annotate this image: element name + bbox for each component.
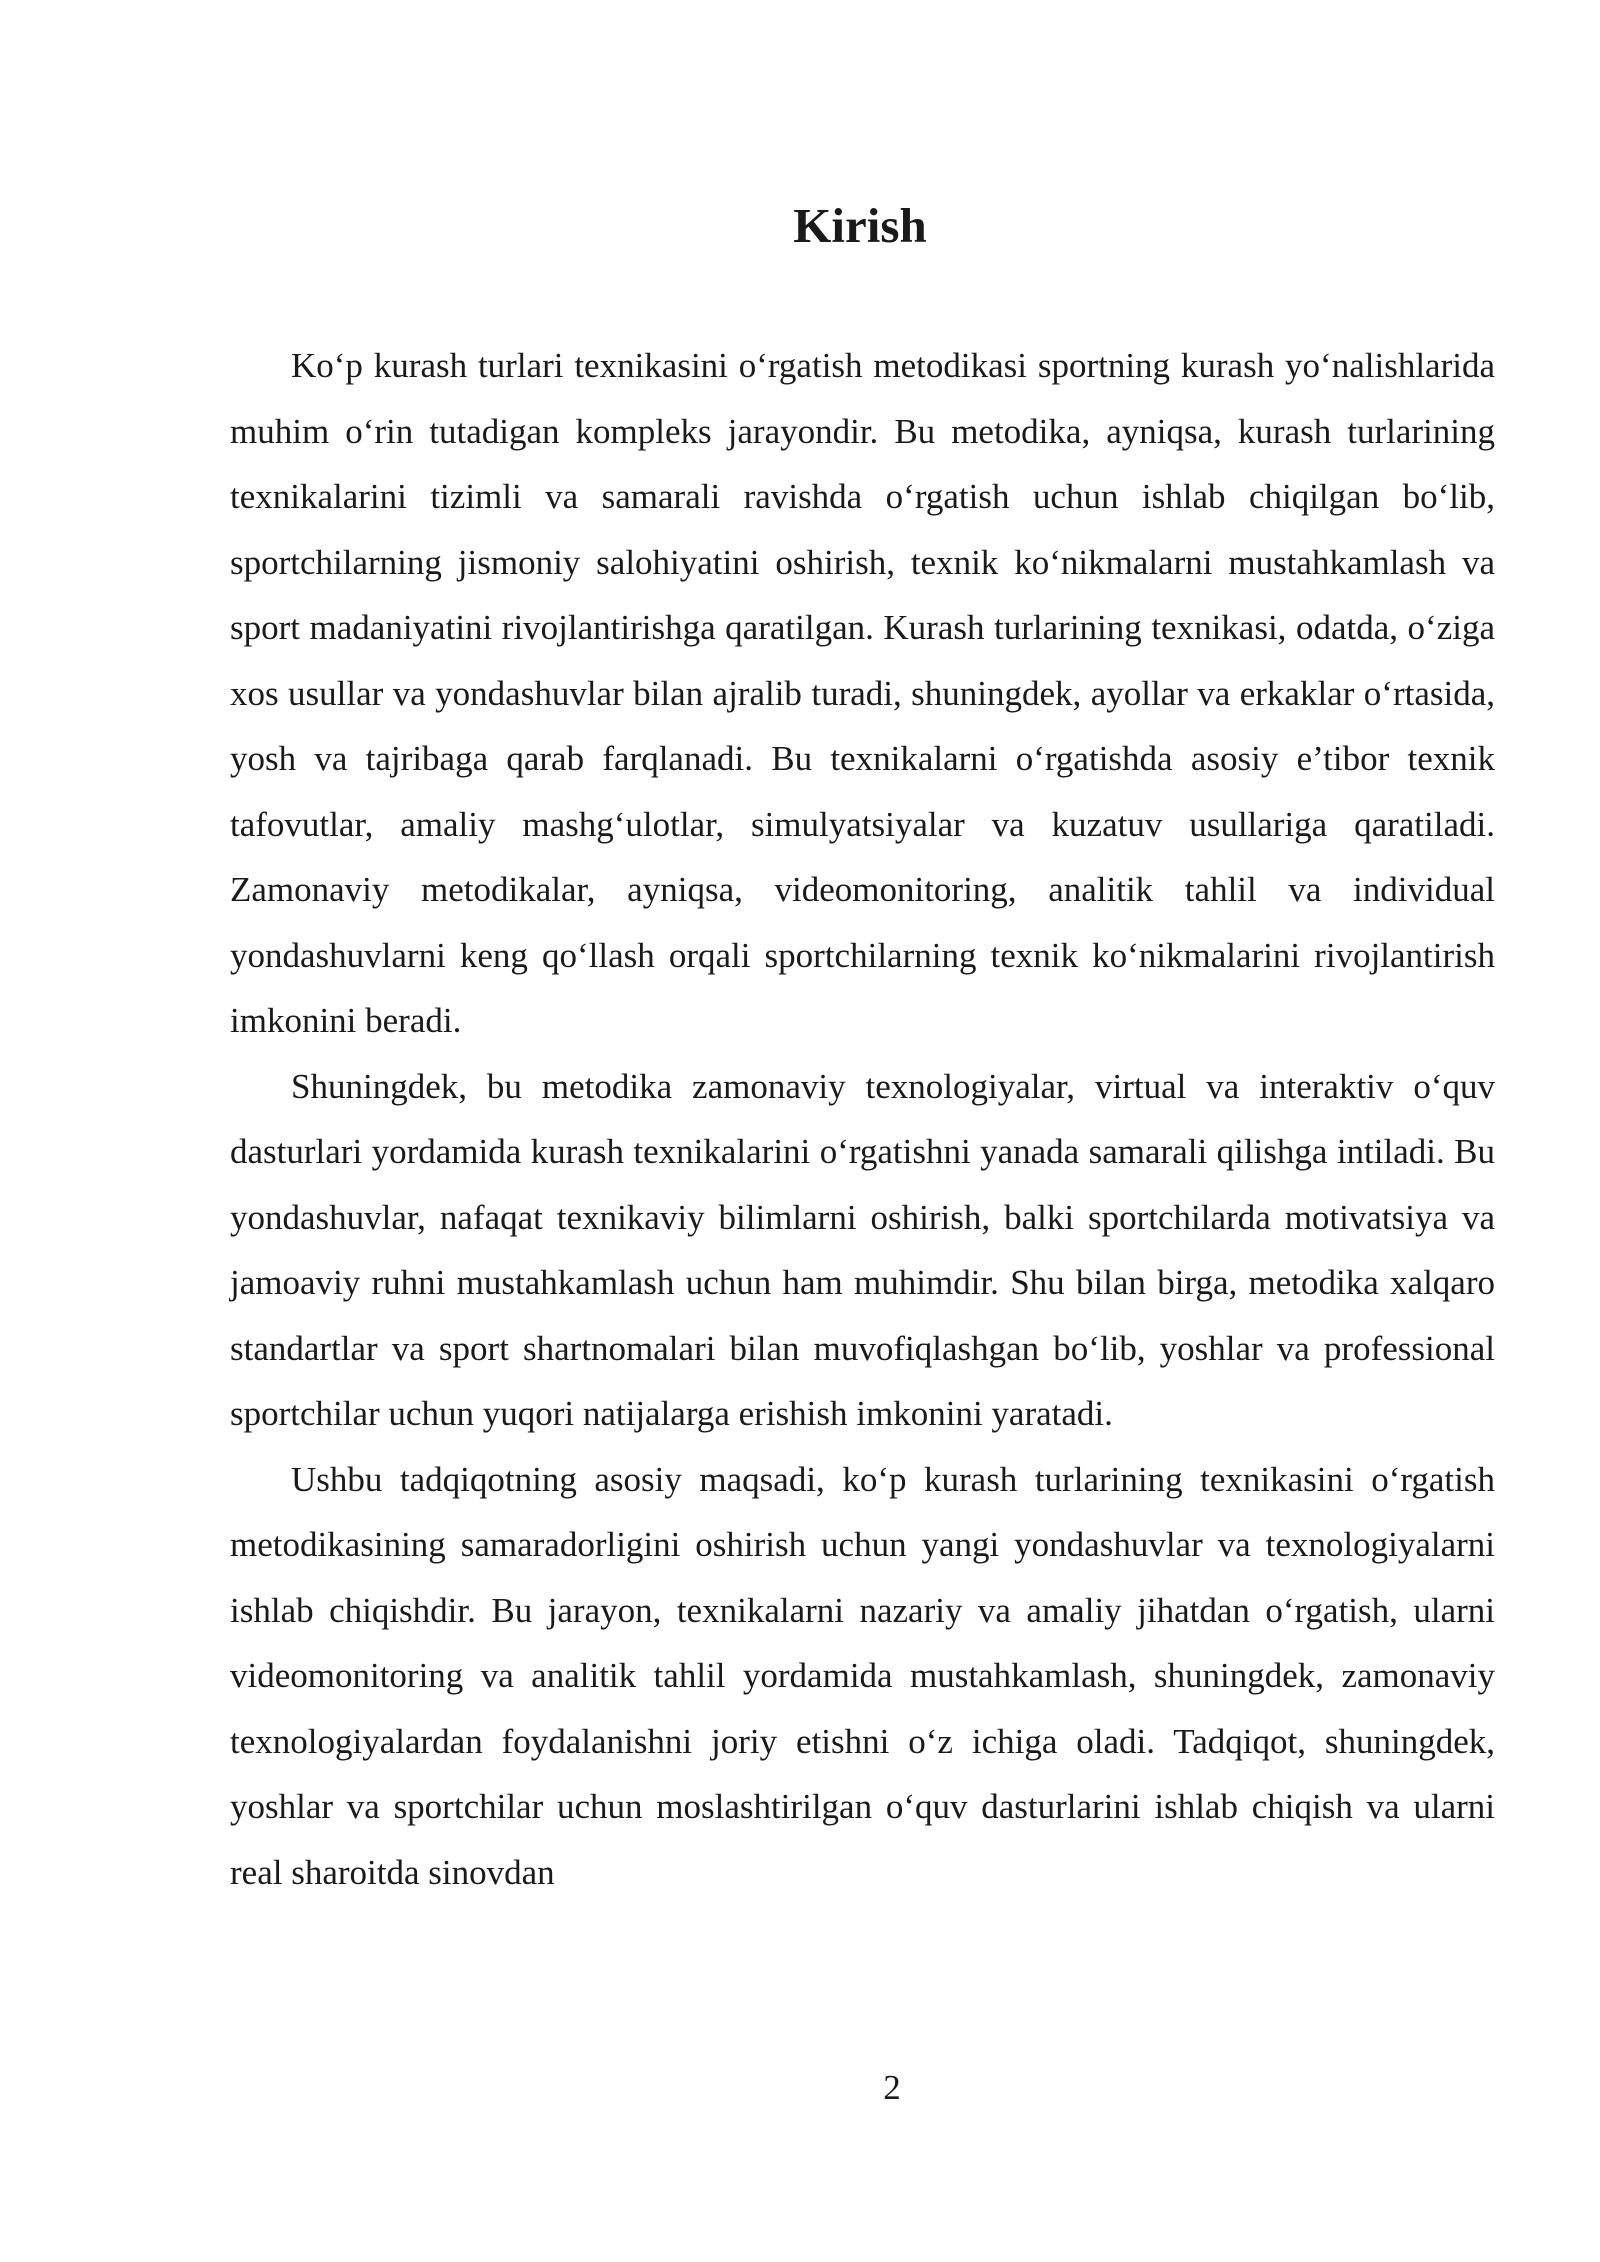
page-number: 2 bbox=[883, 2068, 901, 2107]
paragraph-3: Ushbu tadqiqotning asosiy maqsadi, ko‘p kurash turlarining texnikasini o‘rgatish metodikasining samaradorligini oshirish uchun yangi yondashuvlar va texnologiyalarni ishlab chiqishdir. Bu jarayon, texnikalarni nazariy va amaliy jihatdan o‘rgatish, ularni videomonitoring va analitik tahlil yordamida mustahkamlash, shuningdek, zamonaviy texnologiyalardan foydalanishni joriy etishni o‘z ichiga oladi. Tadqiqot, shuningdek, yoshlar va sportchilar uchun moslashtirilgan o‘quv dasturlarini ishlab chiqish va ularni real sharoitda sinovdan bbox=[230, 1459, 1495, 1892]
page-title: Kirish bbox=[793, 198, 927, 253]
body-text bbox=[230, 333, 1495, 1905]
paragraph-2: Shuningdek, bu metodika zamonaviy texnologiyalar, virtual va interaktiv o‘quv dasturlari yordamida kurash texnikalarini o‘rgatishni yanada samarali qilishga intiladi. Bu yondashuvlar, nafaqat texnikaviy bilimlarni oshirish, balki sportchilarda motivatsiya va jamoaviy ruhni mustahkamlash uchun ham muhimdir. Shu bilan birga, metodika xalqaro standartlar va sport shartnomalari bilan muvofiqlashgan bo‘lib, yoshlar va professional sportchilar uchun yuqori natijalarga erishish imkonini yaratadi. bbox=[230, 1066, 1495, 1433]
paragraph-1: Ko‘p kurash turlari texnikasini o‘rgatish metodikasi sportning kurash yo‘nalishlarida muhim o‘rin tutadigan kompleks jarayondir. Bu metodika, ayniqsa, kurash turlarining texnikalarini tizimli va samarali ravishda o‘rgatish uchun ishlab chiqilgan bo‘lib, sportchilarning jismoniy salohiyatini oshirish, texnik ko‘nikmalarni mustahkamlash va sport madaniyatini rivojlantirishga qaratilgan. Kurash turlarining texnikasi, odatda, o‘ziga xos usullar va yondashuvlar bilan ajralib turadi, shuningdek, ayollar va erkaklar o‘rtasida, yosh va tajribaga qarab farqlanadi. Bu texnikalarni o‘rgatishda asosiy e’tibor texnik tafovutlar, amaliy mashg‘ulotlar, simulyatsiyalar va kuzatuv usullariga qaratiladi. Zamonaviy metodikalar, ayniqsa, videomonitoring, analitik tahlil va individual yondashuvlarni keng qo‘llash orqali sportchilarning texnik ko‘nikmalarini rivojlantirish imkonini beradi. bbox=[230, 346, 1495, 1040]
